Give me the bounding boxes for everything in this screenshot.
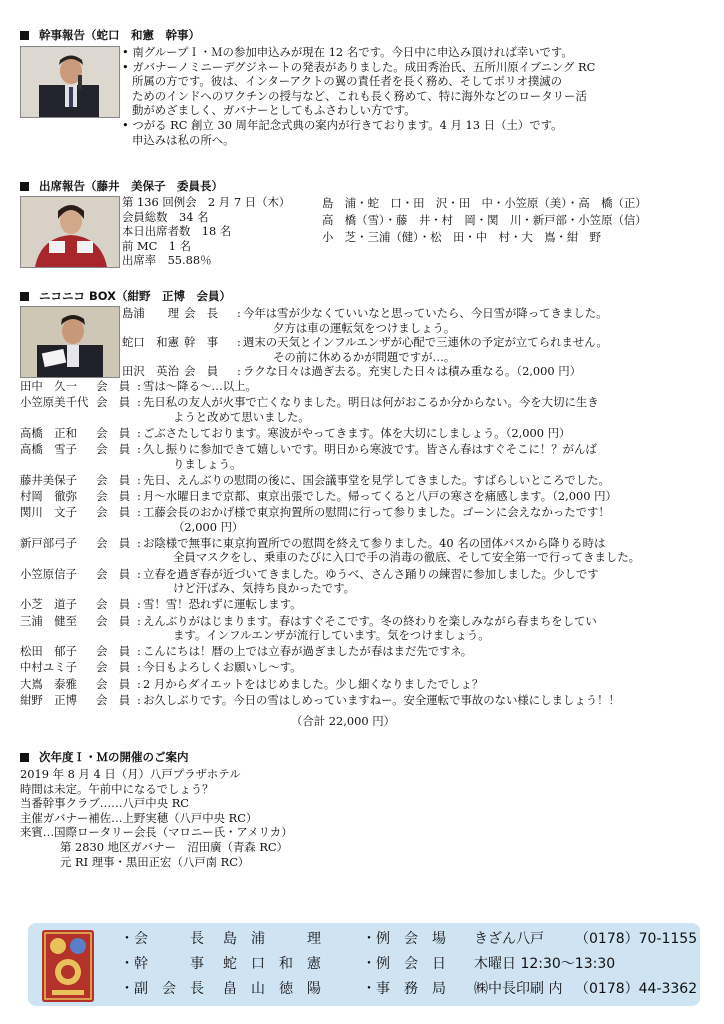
entry-role: 会 員 <box>96 472 131 487</box>
entry-message-line: りましょう。 <box>173 456 242 471</box>
entry-colon: : <box>137 472 141 487</box>
entry-message-line: お陰様で無事に東京拘置所での慰問を終えて参りました。40 名の団体バスから降りる時は <box>143 535 606 550</box>
footer-venue: きざん八戸 <box>474 931 544 947</box>
rotary-emblem-icon <box>42 930 94 1002</box>
entry-message-line: ごぶさたしております。寒波がやってきます。体を大切にしましょう。（2,000 円） <box>143 425 571 440</box>
entry-colon: : <box>137 535 141 550</box>
square-bullet-icon <box>20 31 29 40</box>
footer-vice-president-label: ・副 会 長 <box>120 981 204 997</box>
entry-role: 会 員 <box>96 597 131 612</box>
footer-office-label: ・事 務 局 <box>362 981 446 997</box>
entry-colon: : <box>137 488 141 503</box>
entry-role: 会 員 <box>96 379 131 393</box>
entry-name: 小芝 道子 <box>20 597 77 612</box>
kanji-photo <box>20 46 120 118</box>
entry-message-line: けど汗ばみ、気持ち良かったです。 <box>173 581 356 596</box>
attendance-photo <box>20 196 120 268</box>
entry-name: 中村ユミ子 <box>20 660 77 675</box>
entry-role: 会 長 <box>184 306 219 320</box>
entry-colon: : <box>137 505 141 520</box>
entry-colon: : <box>137 692 141 707</box>
entry-name: 大嶌 泰雅 <box>20 676 77 691</box>
entry-message-line: 雪！雪！恐れずに運転します。 <box>143 597 302 612</box>
nikoniko-photo <box>20 306 120 378</box>
entry-colon: : <box>237 306 241 320</box>
attendance-members: 島 浦・蛇 口・田 沢・田 中・小笠原（美）・高 橋（正） 高 橋（雪）・藤 井・村 岡・関 川・新戸部・小笠原（信） 小 芝・三浦（健）・松 田・中 村・大 嶌・紺 野 <box>322 196 647 244</box>
entry-name: 高橋 正和 <box>20 425 77 440</box>
entry-message-line: お久しぶりです。今日の雪はしめっていますねー。安全運転で事故のない様にしましょう！！ <box>143 692 620 707</box>
entry-message-line: （2,000 円） <box>173 519 244 534</box>
entry-name: 高橋 雪子 <box>20 442 77 457</box>
entry-role: 会 員 <box>96 395 131 410</box>
entry-name: 小笠原美千代 <box>20 395 89 410</box>
entry-message-line: 久し振りに参加できて嬉しいです。明日から寒波です。皆さん春はすぐそこに！？がんば <box>143 442 597 457</box>
footer-venue-label: ・例 会 場 <box>362 931 446 947</box>
entry-colon: : <box>137 425 141 440</box>
entry-colon: : <box>137 676 141 691</box>
entry-message-line: 雪は～降る～…以上。 <box>143 379 257 393</box>
entry-name: 関川 文子 <box>20 505 77 520</box>
entry-message-line: 先日、えんぶりの慰問の後に、国会議事堂を見学してきました。すばらしいところでした。 <box>143 472 610 487</box>
nikoniko-total: （合計 22,000 円） <box>291 714 396 728</box>
entry-name: 田沢 英治 <box>122 364 179 379</box>
entry-message-line: こんにちは！暦の上では立春が過ぎましたが春はまだ先ですネ。 <box>143 644 473 659</box>
entry-message-line: 今年は雪が少なくていいなと思っていたら、今日雪が降ってきました。 <box>243 306 608 320</box>
entry-name: 蛇口 和憲 <box>122 335 179 350</box>
entry-message-line: 2 月からダイエットをはじめました。少し細くなりましたでしょ？ <box>143 676 484 691</box>
im-heading: 次年度Ｉ・Ｍの開催のご案内 <box>20 750 189 765</box>
entry-message-line: ラクな日々は過ぎ去る。充実した日々は積み重なる。（2,000 円） <box>243 364 582 379</box>
im-body: 2019 年 8 月 4 日（月）八戸プラザホテル 時間は未定。午前中になるでしょう？ 当番幹事クラブ……八戸中央 RC 主催ガバナー補佐…上野実穂（八戸中央 RC） 来賓…国際ロータリー会長（マロニー氏・アメリカ） 第 2830 地区ガバナー 沼田廣（青森 RC） 元 RI 理事・黒田正宏（八戸南 RC） <box>20 767 293 869</box>
footer-office-phone: （0178）44-3362 <box>575 981 698 997</box>
footer-president-name: 島 浦 理 <box>223 931 321 947</box>
entry-name: 三浦 健至 <box>20 613 77 628</box>
entry-name: 田中 久一 <box>20 379 77 393</box>
nikoniko-heading: ニコニコ BOX（紺野 正博 会員） <box>20 289 231 304</box>
entry-role: 会 員 <box>184 364 219 379</box>
entry-role: 会 員 <box>96 425 131 440</box>
footer-meeting-day: 木曜日 12:30〜13:30 <box>474 956 616 972</box>
club-info-footer <box>28 923 700 1006</box>
entry-role: 会 員 <box>96 692 131 707</box>
entry-role: 会 員 <box>96 660 131 675</box>
footer-venue-phone: （0178）70-1155 <box>575 931 698 947</box>
footer-secretary-name: 蛇 口 和 憲 <box>223 956 321 972</box>
entry-message-line: 週末の天気とインフルエンザが心配で三連休の予定が立てられません。 <box>243 335 608 350</box>
entry-colon: : <box>137 597 141 612</box>
entry-colon: : <box>137 566 141 581</box>
footer-secretary-label: ・幹 事 <box>120 956 204 972</box>
square-bullet-icon <box>20 292 29 301</box>
entry-colon: : <box>137 644 141 659</box>
footer-president-label: ・会 長 <box>120 931 204 947</box>
entry-colon: : <box>237 364 241 379</box>
entry-message-line: 工藤会長のおかげ様で東京拘置所の慰問に行って参りました。ゴーンに会えなかったです！ <box>143 505 610 520</box>
footer-meeting-day-label: ・例 会 日 <box>362 956 446 972</box>
entry-colon: : <box>237 335 241 350</box>
entry-name: 小笠原信子 <box>20 566 77 581</box>
entry-name: 新戸部弓子 <box>20 535 77 550</box>
kanji-report-body: • 南グループＩ・Ｍの参加申込みが現在 12 名です。今日中に申込み頂ければ幸いです。 • ガバナーノミニーデグジネートの発表がありました。成田秀治氏、五所川原イブニング RC 所属の方です。彼は、インターアクトの翼の責任者を長く務め、そしてポリオ撲滅の ためのインドへのワクチンの授与など、これも長く務めて、特に海外などのロータリー活 動がめざましく、ガバナーとしてもふさわしい方です。 • つがる RC 創立 30 周年記念式典の案内が行きております。4 月 13 日（土）です。 申込みは私の所へ。 <box>122 45 596 147</box>
entry-colon: : <box>137 395 141 410</box>
entry-role: 幹 事 <box>184 335 219 350</box>
entry-name: 紺野 正博 <box>20 692 77 707</box>
entry-colon: : <box>137 442 141 457</box>
entry-name: 村岡 徹弥 <box>20 488 77 503</box>
footer-vice-president-name: 畠 山 徳 陽 <box>223 981 321 997</box>
footer-office: ㈱中長印刷 内 <box>474 981 563 997</box>
entry-role: 会 員 <box>96 566 131 581</box>
square-bullet-icon <box>20 753 29 762</box>
entry-role: 会 員 <box>96 644 131 659</box>
kanji-report-heading: 幹事報告（蛇口 和憲 幹事） <box>20 28 200 43</box>
entry-role: 会 員 <box>96 442 131 457</box>
entry-role: 会 員 <box>96 505 131 520</box>
entry-role: 会 員 <box>96 535 131 550</box>
entry-colon: : <box>137 613 141 628</box>
entry-message-line: 立春を過ぎ春が近づいてきました。ゆうべ、さんさ踊りの練習に参加しました。少しです <box>143 566 599 581</box>
entry-message-line: 今日もよろしくお願いし～す。 <box>143 660 302 675</box>
entry-role: 会 員 <box>96 613 131 628</box>
entry-colon: : <box>137 379 141 393</box>
entry-name: 松田 郁子 <box>20 644 77 659</box>
entry-message-line: 月～水曜日まで京都、東京出張でした。帰ってくると八戸の寒さを痛感します。（2,000 円） <box>143 488 617 503</box>
entry-message-line: ます。インフルエンザが流行しています。気をつけましょう。 <box>173 628 490 643</box>
entry-message-line: その前に休めるかが問題ですが…。 <box>273 349 456 364</box>
entry-name: 藤井美保子 <box>20 472 77 487</box>
entry-message-line: 全員マスクをし、乗車のたびに入口で手の消毒の徹底、そして安全第一で行ってきました。 <box>173 550 641 565</box>
entry-message-line: えんぶりがはじまります。春はすぐそこです。冬の終わりを楽しみながら春まちをしてい <box>143 613 597 628</box>
entry-message-line: 先日私の友人が火事で亡くなりました。明日は何がおこるか分からない。今を大切に生き <box>143 395 599 410</box>
square-bullet-icon <box>20 182 29 191</box>
entry-name: 島浦 理 <box>122 306 179 320</box>
attendance-report-heading: 出席報告（藤井 美保子 委員長） <box>20 179 223 194</box>
entry-message-line: ようと改めて思いました。 <box>173 409 310 424</box>
entry-message-line: 夕方は車の運転気をつけましょう。 <box>273 320 456 335</box>
entry-role: 会 員 <box>96 488 131 503</box>
entry-role: 会 員 <box>96 676 131 691</box>
attendance-stats: 第 136 回例会 2 月 7 日（木） 会員総数 34 名 本日出席者数 18 名 前 MC 1 名 出席率 55.88％ <box>122 195 291 268</box>
entry-colon: : <box>137 660 141 675</box>
